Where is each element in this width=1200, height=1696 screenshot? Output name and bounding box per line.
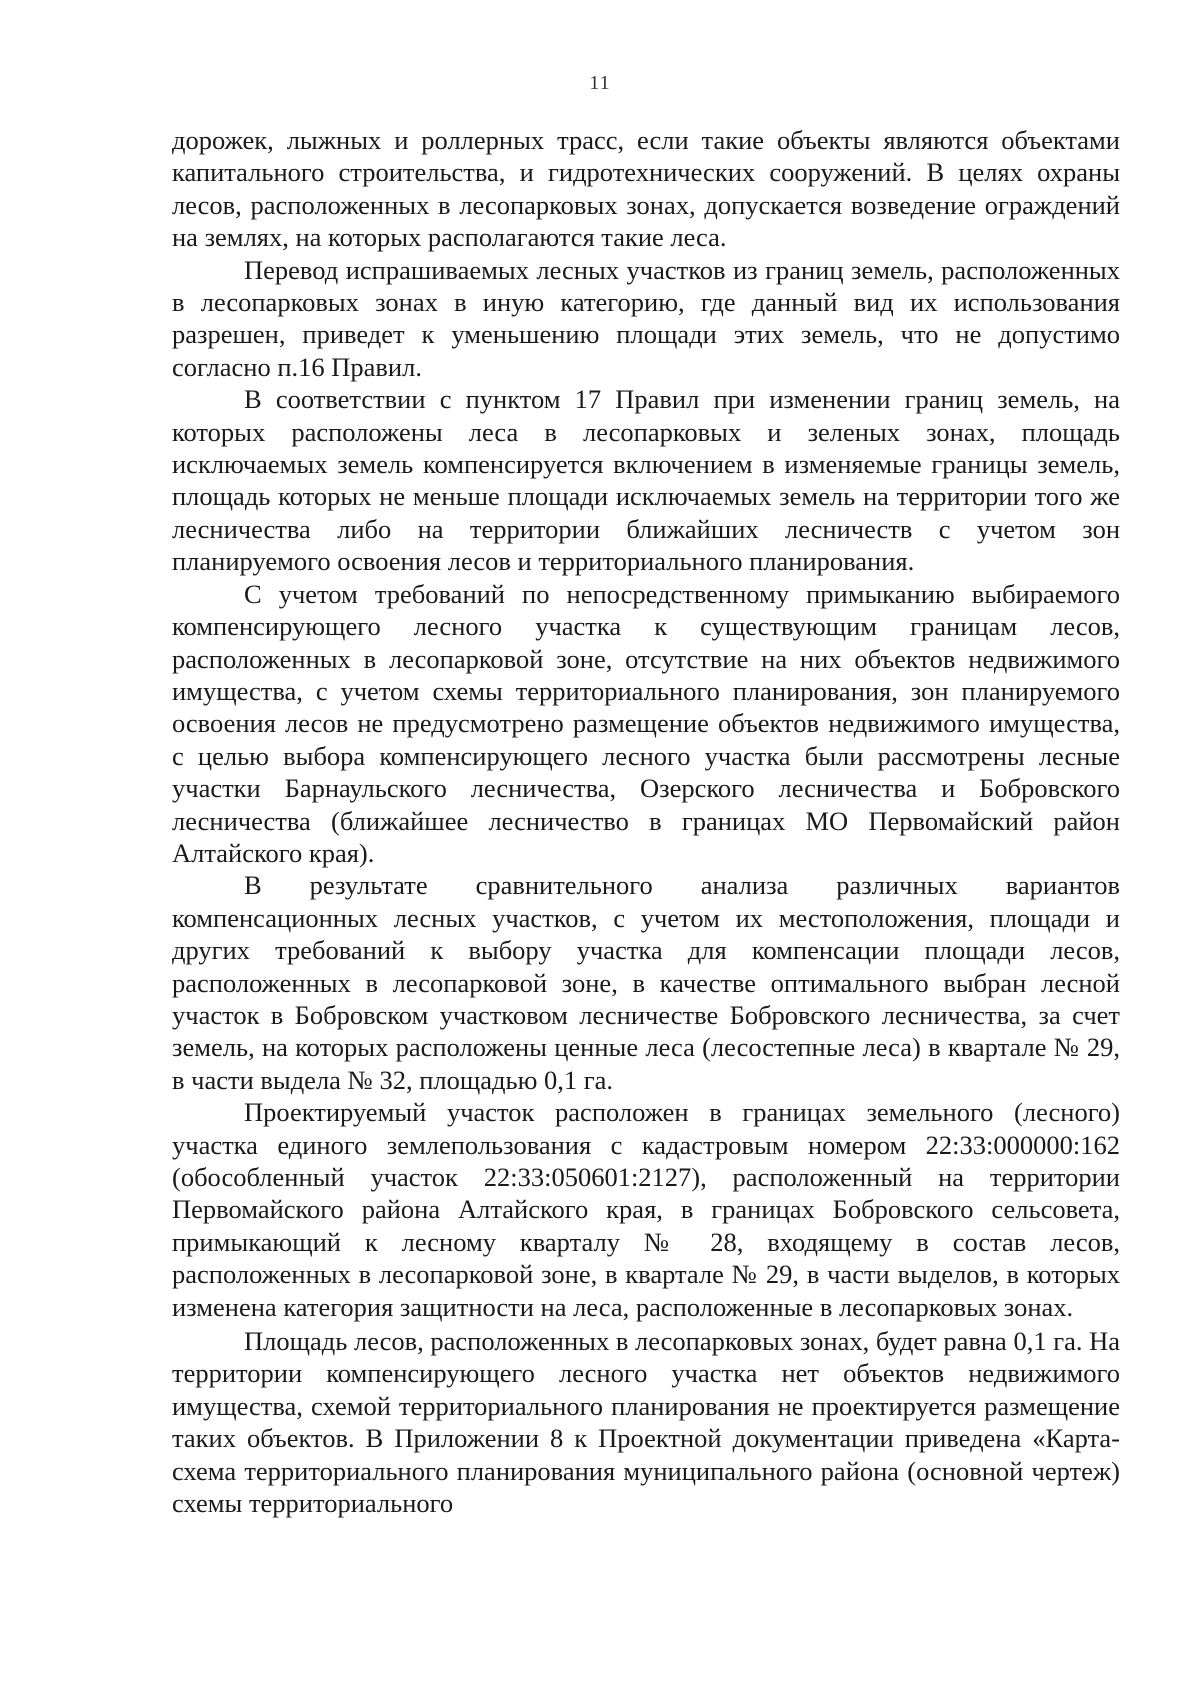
paragraph-forest-area: Площадь лесов, расположенных в лесопарковых зонах, будет равна 0,1 га. На территории компенсирующего лесного участка нет объектов недвижимого имущества, схемой территориального планирования не проектируется размещение таких объектов. В Приложении 8 к Проектной документации приведена «Карта-схема территориального планирования муниципального района (основной чертеж) схемы территориального bbox=[172, 1326, 1120, 1519]
document-body bbox=[172, 124, 1120, 1519]
paragraph-continuation: дорожек, лыжных и роллерных трасс, если такие объекты являются объектами капитального строительства, и гидротехнических сооружений. В целях охраны лесов, расположенных в лесопарковых зонах, допускается возведение ограждений на землях, на которых располагаются такие леса. bbox=[172, 125, 1120, 253]
page-number: 11 bbox=[589, 72, 611, 94]
paragraph-analysis-result: В результате сравнительного анализа различных вариантов компенсационных лесных участков, с учетом их местоположения, площади и других требований к выбору участка для компенсации площади лесов, расположенных в лесопарковой зоне, в качестве оптимального выбран лесной участок в Бобровском участковом лесничестве Бобровского лесничества, за счет земель, на которых расположены ценные леса (лесостепные леса) в квартале № 29, в части выдела № 32, площадью 0,1 га. bbox=[172, 870, 1120, 1095]
paragraph-projected-site: Проектируемый участок расположен в границах земельного (лесного) участка единого землепользования с кадастровым номером 22:33:000000:162 (обособленный участок 22:33:050601:2127), расположенный на территории Первомайского района Алтайского края, в границах Бобровского сельсовета, примыкающий к лесному кварталу № 28, входящему в состав лесов, расположенных в лесопарковой зоне, в квартале № 29, в части выделов, в которых изменена категория защитности на леса, расположенные в лесопарковых зонах. bbox=[172, 1097, 1120, 1322]
paragraph-land-transfer: Перевод испрашиваемых лесных участков из границ земель, расположенных в лесопарковых зонах в иную категорию, где данный вид их использования разрешен, приведет к уменьшению площади этих земель, что не допустимо согласно п.16 Правил. bbox=[172, 254, 1120, 382]
paragraph-rule-17: В соответствии с пунктом 17 Правил при изменении границ земель, на которых расположены леса в лесопарковых и зеленых зонах, площадь исключаемых земель компенсируется включением в изменяемые границы земель, площадь которых не меньше площади исключаемых земель на территории того же лесничества либо на территории ближайших лесничеств с учетом зон планируемого освоения лесов и территориального планирования. bbox=[172, 384, 1120, 577]
paragraph-requirements: С учетом требований по непосредственному примыканию выбираемого компенсирующего лесного участка к существующим границам лесов, расположенных в лесопарковой зоне, отсутствие на них объектов недвижимого имущества, с учетом схемы территориального планирования, зон планируемого освоения лесов не предусмотрено размещение объектов недвижимого имущества, с целью выбора компенсирующего лесного участка были рассмотрены лесные участки Барнаульского лесничества, Озерского лесничества и Бобровского лесничества (ближайшее лесничество в границах МО Первомайский район Алтайского края). bbox=[172, 578, 1120, 868]
